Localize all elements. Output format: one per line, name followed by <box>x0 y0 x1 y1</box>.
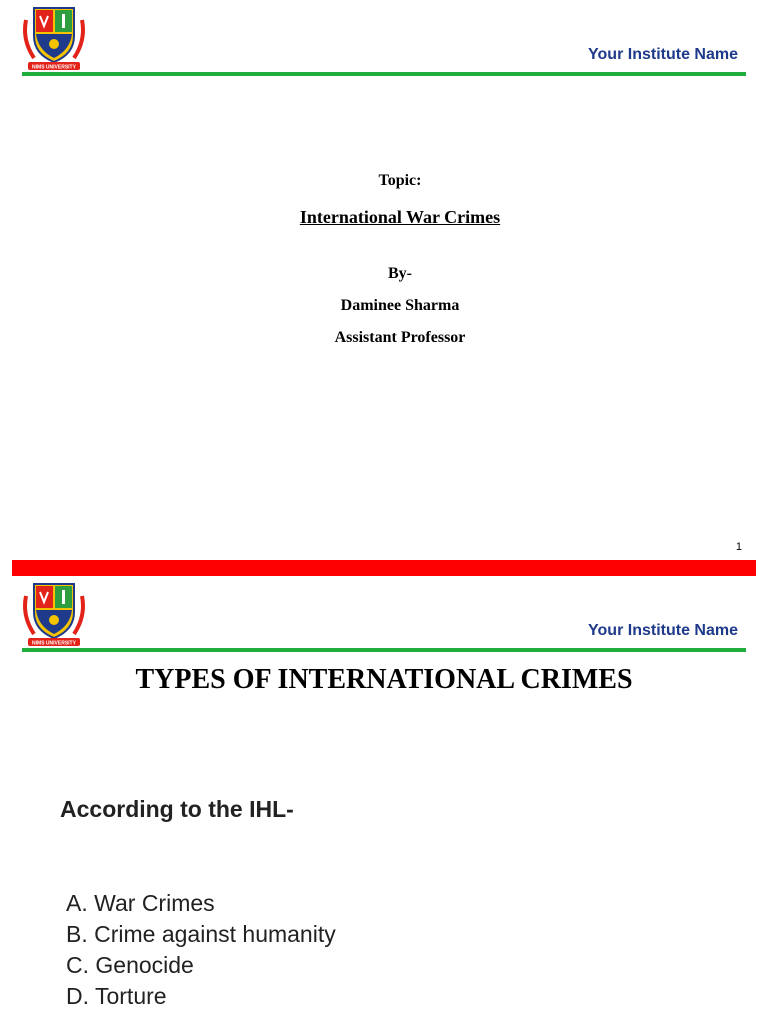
page-number: 1 <box>735 541 742 553</box>
header-divider <box>22 72 746 76</box>
slide-title: TYPES OF INTERNATIONAL CRIMES <box>135 664 633 695</box>
university-crest-logo <box>20 2 88 72</box>
topic-title <box>0 207 768 228</box>
topic-title-text: International War Crimes <box>299 207 501 227</box>
list-item-text: Torture <box>94 983 167 1009</box>
author-name: Daminee Sharma <box>340 297 460 314</box>
list-marker: A. <box>66 890 88 916</box>
list-item-text: Crime against humanity <box>94 921 336 947</box>
subheading: According to the IHL- <box>60 796 294 822</box>
slide-separator-bar <box>12 560 756 576</box>
slide-2 <box>0 576 768 1024</box>
crime-type-list <box>66 888 336 1012</box>
list-marker: B. <box>66 921 88 947</box>
list-item <box>66 950 336 981</box>
list-item-text: Genocide <box>95 952 194 978</box>
list-item <box>66 981 336 1012</box>
list-item <box>66 888 336 919</box>
institute-name: Your Institute Name <box>588 622 738 639</box>
author-role: Assistant Professor <box>334 329 466 346</box>
header-divider <box>22 648 746 652</box>
topic-label: Topic: <box>378 172 422 189</box>
by-label: By- <box>388 265 412 282</box>
list-marker: C. <box>66 952 89 978</box>
logo-banner-text: NIMS UNIVERSITY <box>32 640 76 647</box>
university-crest-logo <box>20 578 88 648</box>
list-item-text: War Crimes <box>94 890 215 916</box>
list-marker: D. <box>66 983 89 1009</box>
logo-banner-text: NIMS UNIVERSITY <box>32 64 76 71</box>
institute-name: Your Institute Name <box>588 46 738 63</box>
list-item <box>66 919 336 950</box>
